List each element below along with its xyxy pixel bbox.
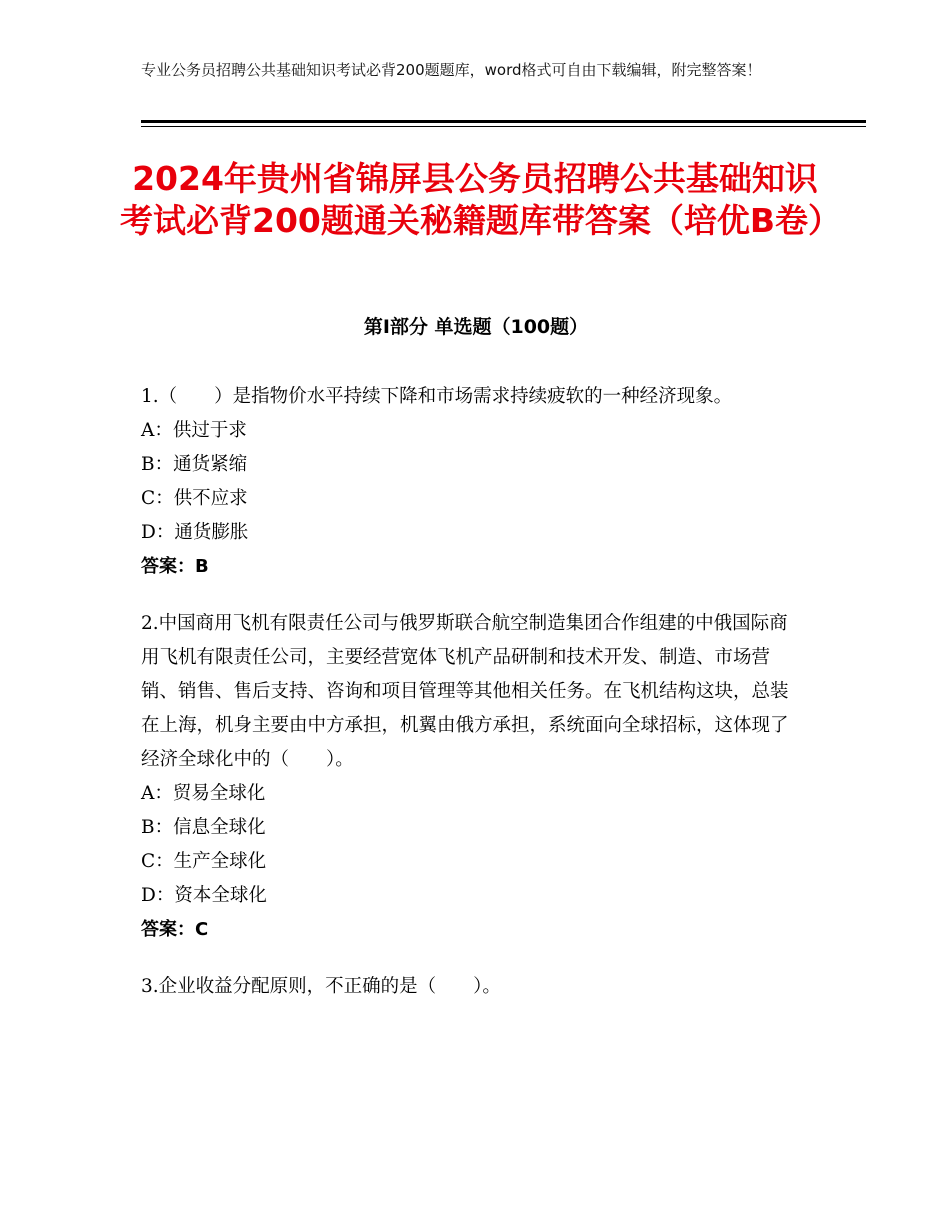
question-1 bbox=[141, 380, 806, 584]
header-note: 专业公务员招聘公共基础知识考试必背200题题库，word格式可自由下载编辑，附完整答案！ bbox=[141, 61, 762, 79]
answer: 答案：B bbox=[141, 556, 209, 577]
option-b: B：信息全球化 bbox=[141, 817, 266, 838]
option-a: A：供过于求 bbox=[141, 420, 247, 441]
document-title: 2024年贵州省锦屏县公务员招聘公共基础知识考试必背200题通关秘籍题库带答案（培优B卷） bbox=[120, 159, 842, 240]
option-b: B：通货紧缩 bbox=[141, 454, 248, 475]
option-a: A：贸易全球化 bbox=[141, 783, 266, 804]
question-text: 1.（ ）是指物价水平持续下降和市场需求持续疲软的一种经济现象。 bbox=[141, 386, 733, 407]
question-2 bbox=[141, 607, 806, 947]
header-rule-thin bbox=[141, 126, 866, 127]
option-d: D：资本全球化 bbox=[141, 885, 267, 906]
question-3 bbox=[141, 970, 806, 1004]
question-text: 2.中国商用飞机有限责任公司与俄罗斯联合航空制造集团合作组建的中俄国际商用飞机有限责任公司，主要经营宽体飞机产品研制和技术开发、制造、市场营销、销售、售后支持、咨询和项目管理等其他相关任务。在飞机结构这块，总装在上海，机身主要由中方承担，机翼由俄方承担，系统面向全球招标，这体现了经济全球化中的（ ）。 bbox=[141, 613, 789, 770]
answer: 答案：C bbox=[141, 919, 209, 940]
option-c: C：生产全球化 bbox=[141, 851, 267, 872]
question-text: 3.企业收益分配原则，不正确的是（ ）。 bbox=[141, 976, 501, 997]
option-d: D：通货膨胀 bbox=[141, 522, 249, 543]
header-rule-thick bbox=[141, 120, 866, 123]
question-list bbox=[141, 380, 806, 1027]
option-c: C：供不应求 bbox=[141, 488, 248, 509]
section-heading: 第Ⅰ部分 单选题（100题） bbox=[363, 316, 589, 338]
